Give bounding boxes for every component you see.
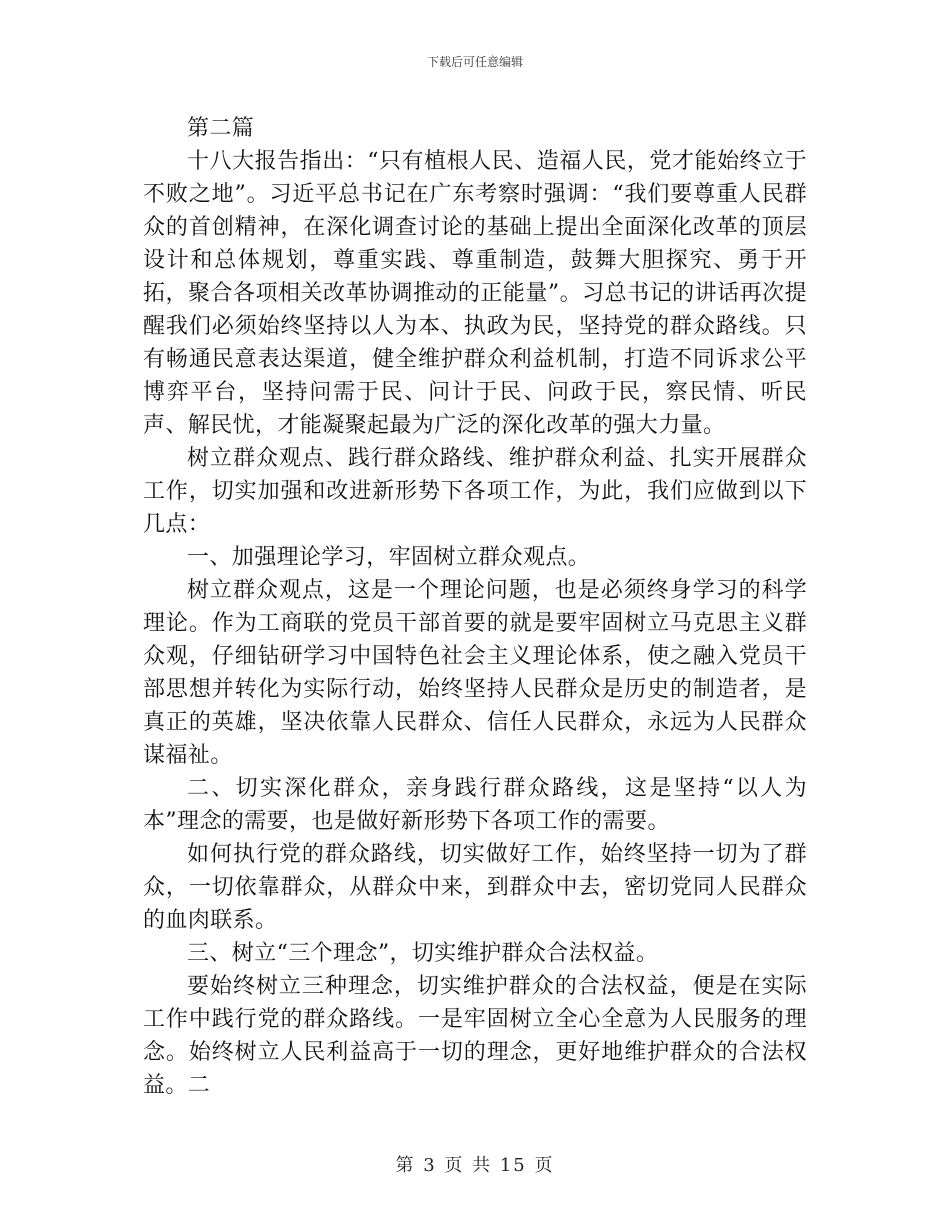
paragraph: 如何执行党的群众路线，切实做好工作，始终坚持一切为了群众，一切依靠群众，从群众中来，到群众中去，密切党同人民群众的血肉联系。 [143, 842, 807, 933]
paragraph: 树立群众观点，这是一个理论问题，也是必须终身学习的科学理论。作为工商联的党员干部首要的就是要牢固树立马克思主义群众观，仔细钻研学习中国特色社会主义理论体系，使之融入党员干部思想并转化为实际行动，始终坚持人民群众是历史的制造者，是真正的英雄，坚决依靠人民群众、信任人民群众，永远为人民群众谋福祉。 [143, 578, 807, 768]
section-heading: 三、树立“三个理念”，切实维护群众合法权益。 [187, 941, 659, 966]
page-number: 第 3 页 共 15 页 [395, 1155, 555, 1176]
document-body [143, 112, 807, 1102]
paragraph: 要始终树立三种理念，切实维护群众的合法权益，便是在实际工作中践行党的群众路线。一是牢固树立全心全意为人民服务的理念。始终树立人民利益高于一切的理念，更好地维护群众的合法权益。二 [143, 974, 807, 1098]
page-header-note: 下载后可任意编辑 [426, 55, 523, 69]
paragraph: 树立群众观点、践行群众路线、维护群众利益、扎实开展群众工作，切实加强和改进新形势下各项工作，为此，我们应做到以下几点： [143, 446, 807, 537]
section-heading: 二、切实深化群众，亲身践行群众路线，这是坚持“以人为本”理念的需要，也是做好新形势下各项工作的需要。 [143, 776, 807, 834]
section-title: 第二篇 [187, 116, 255, 141]
paragraph: 十八大报告指出：“只有植根人民、造福人民，党才能始终立于不败之地”。习近平总书记在广东考察时强调：“我们要尊重人民群众的首创精神，在深化调查讨论的基础上提出全面深化改革的顶层设计和总体规划，尊重实践、尊重制造，鼓舞大胆探究、勇于开拓，聚合各项相关改革协调推动的正能量”。习总书记的讲话再次提醒我们必须始终坚持以人为本、执政为民，坚持党的群众路线。只有畅通民意表达渠道，健全维护群众利益机制，打造不同诉求公平博弈平台，坚持问需于民、问计于民、问政于民，察民情、听民声、解民忧，才能凝聚起最为广泛的深化改革的强大力量。 [143, 149, 807, 438]
section-heading: 一、加强理论学习，牢固树立群众观点。 [187, 545, 591, 570]
